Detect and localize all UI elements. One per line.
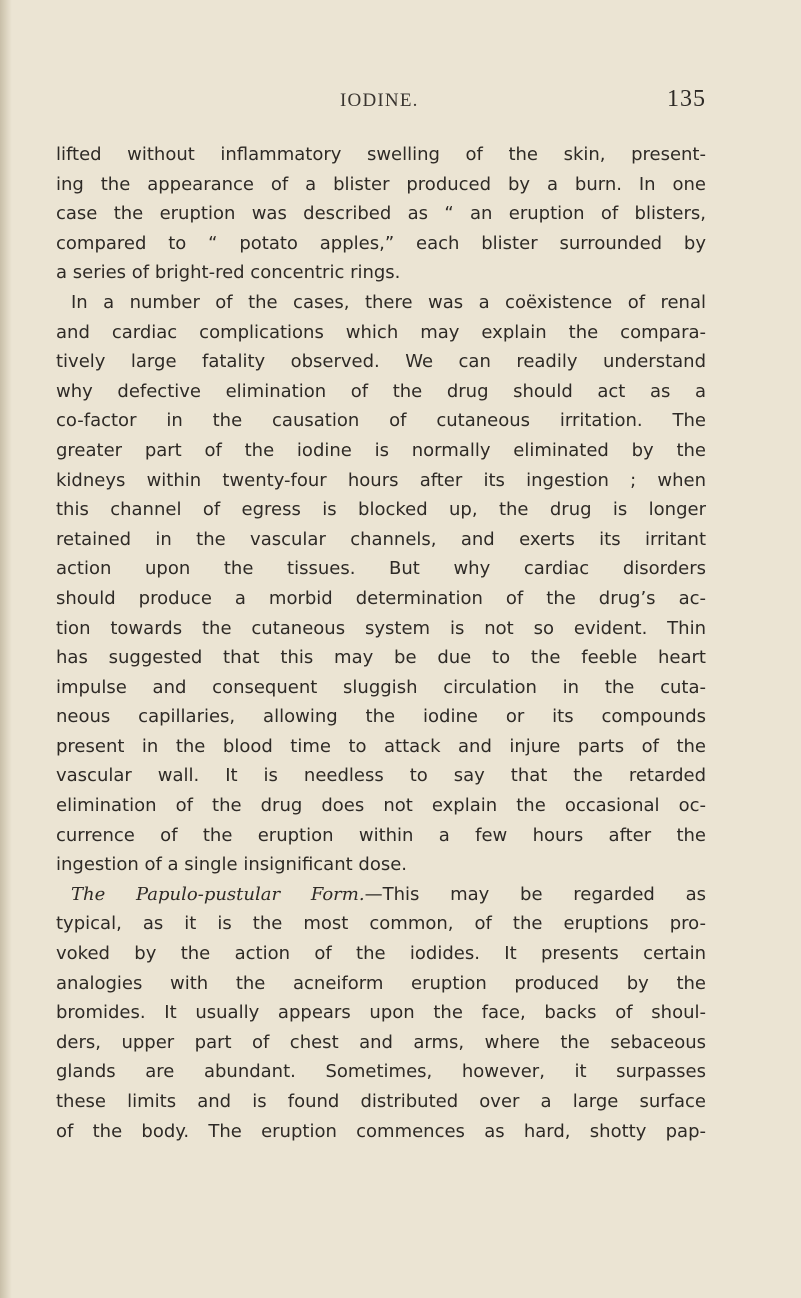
text-line [56, 170, 706, 200]
section-heading-italic: The Papulo-pustular Form. [71, 883, 365, 905]
line-text: case the eruption was described as “ an eruption of blisters, [56, 203, 706, 225]
line-text: —This may be regarded as [364, 883, 706, 905]
text-line [56, 1028, 706, 1058]
text-line [56, 850, 706, 880]
line-text: kidneys within twenty-four hours after its ingestion ; when [56, 469, 706, 491]
line-text: vascular wall. It is needless to say that the retarded [56, 765, 706, 787]
text-line [56, 998, 706, 1028]
line-text: should produce a morbid determination of the drug’s ac- [56, 587, 706, 609]
line-text: lifted without inflammatory swelling of the skin, present- [56, 144, 706, 165]
page-spine-shadow [0, 0, 12, 1298]
text-line [56, 643, 706, 673]
line-text: these limits and is found distributed over a large surface [56, 1091, 706, 1112]
line-text: bromides. It usually appears upon the face, backs of shoul- [56, 1002, 706, 1024]
text-line [56, 880, 706, 910]
line-text: voked by the action of the iodides. It presents certain [56, 943, 706, 965]
text-line [56, 199, 706, 229]
running-title: IODINE. [340, 90, 419, 111]
text-line [56, 229, 706, 259]
page-number: 135 [667, 86, 706, 112]
text-line [56, 939, 706, 969]
text-line [56, 614, 706, 644]
line-text: currence of the eruption within a few hours after the [56, 824, 706, 846]
line-text: compared to “ potato apples,” each blister surrounded by [56, 232, 706, 254]
line-text: why defective elimination of the drug should act as a [56, 380, 706, 402]
line-text: glands are abundant. Sometimes, however, it surpasses [56, 1061, 706, 1083]
line-text: impulse and consequent sluggish circulation in the cuta- [56, 676, 706, 698]
line-text: ingestion of a single insignificant dose. [56, 854, 408, 876]
line-text: retained in the vascular channels, and exerts its irritant [56, 528, 706, 550]
line-text: analogies with the acneiform eruption produced by the [56, 972, 706, 994]
text-line [56, 288, 706, 318]
line-text: typical, as it is the most common, of the eruptions pro- [56, 913, 706, 935]
line-text: ders, upper part of chest and arms, where the sebaceous [56, 1031, 706, 1053]
line-text: and cardiac complications which may explain the compara- [56, 321, 706, 343]
text-line [56, 466, 706, 496]
body-text [56, 140, 706, 1146]
line-text: tion towards the cutaneous system is not so evident. Thin [56, 617, 706, 639]
text-line [56, 406, 706, 436]
text-line [56, 791, 706, 821]
line-text: of the body. The eruption commences as hard, shotty pap- [56, 1120, 706, 1142]
text-line [56, 1087, 706, 1117]
text-line [56, 761, 706, 791]
line-text: In a number of the cases, there was a coëxistence of renal [71, 291, 706, 313]
text-line [56, 584, 706, 614]
text-line [56, 318, 706, 348]
line-text: greater part of the iodine is normally eliminated by the [56, 439, 706, 461]
text-line [56, 525, 706, 555]
text-line [56, 436, 706, 466]
line-text: action upon the tissues. But why cardiac disorders [56, 558, 706, 580]
line-text: ing the appearance of a blister produced by a burn. In one [56, 173, 706, 195]
line-text: tively large fatality observed. We can readily understand [56, 351, 706, 373]
text-line [56, 140, 706, 170]
text-line [56, 909, 706, 939]
line-text: a series of bright-red concentric rings. [56, 262, 401, 284]
text-line [56, 821, 706, 851]
line-text: co-factor in the causation of cutaneous irritation. The [56, 410, 706, 432]
text-line [56, 1117, 706, 1147]
line-text: has suggested that this may be due to the feeble heart [56, 647, 706, 669]
text-line [56, 347, 706, 377]
text-line [56, 732, 706, 762]
running-head [56, 86, 706, 120]
line-text: this channel of egress is blocked up, the drug is longer [56, 499, 706, 521]
text-line [56, 554, 706, 584]
text-line [56, 969, 706, 999]
text-line [56, 702, 706, 732]
text-line [56, 258, 706, 288]
text-line [56, 495, 706, 525]
line-text: elimination of the drug does not explain the occasional oc- [56, 795, 706, 817]
text-line [56, 377, 706, 407]
text-line [56, 673, 706, 703]
line-text: neous capillaries, allowing the iodine or its compounds [56, 706, 706, 728]
line-text: present in the blood time to attack and injure parts of the [56, 735, 706, 757]
text-line [56, 1057, 706, 1087]
